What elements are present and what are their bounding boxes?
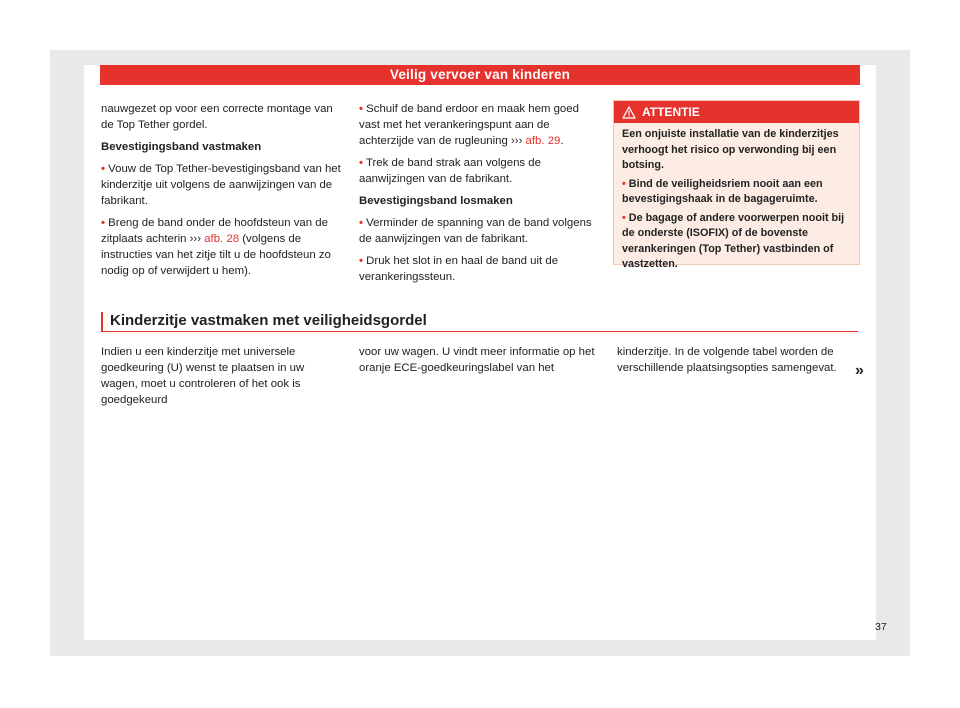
section-column-1 bbox=[101, 344, 341, 414]
list-item-text: Schuif de band erdoor en maak hem goed vast met het verankeringspunt aan de achterzijde van de rugleuning bbox=[359, 103, 579, 147]
column-1 bbox=[101, 101, 341, 285]
list-item bbox=[359, 215, 601, 247]
figure-link[interactable]: afb. 28 bbox=[204, 233, 240, 245]
list-item-text: Vouw de Top Tether-bevestigingsband van het kinderzitje uit volgens de aanwijzingen van de fabrikant. bbox=[101, 163, 341, 207]
bullet-icon: • bbox=[359, 255, 363, 267]
bullet-icon: • bbox=[359, 217, 363, 229]
column-2 bbox=[359, 101, 601, 291]
list-item-text: Trek de band strak aan volgens de aanwijzingen van de fabrikant. bbox=[359, 157, 541, 185]
chapter-header: Veilig vervoer van kinderen bbox=[100, 65, 860, 85]
bullet-icon: • bbox=[622, 211, 626, 224]
paragraph: kinderzitje. In de volgende tabel worden de verschillende plaatsingsopties samengevat. bbox=[617, 346, 837, 374]
warning-item-text: De bagage of andere voorwerpen nooit bij de onderste (ISOFIX) of de bovenste verankeringen (Top Tether) vastbinden of vastzetten. bbox=[622, 211, 845, 270]
page-number: 37 bbox=[875, 621, 887, 633]
warning-item-text: Bind de veiligheidsriem nooit aan een bevestigingshaak in de bagageruimte. bbox=[622, 177, 823, 205]
arrow-ref-icon: ››› bbox=[510, 135, 523, 147]
list-item-text: Druk het slot in en haal de band uit de verankeringssteun. bbox=[359, 255, 559, 283]
section-column-3 bbox=[617, 344, 859, 382]
subheading-release: Bevestigingsband losmaken bbox=[359, 195, 513, 207]
warning-title: ATTENTIE bbox=[642, 105, 700, 119]
list-item bbox=[101, 215, 341, 279]
warning-body bbox=[614, 123, 859, 273]
list-item bbox=[359, 253, 601, 285]
subheading-fasten: Bevestigingsband vastmaken bbox=[101, 141, 262, 153]
bullet-icon: • bbox=[359, 157, 363, 169]
paragraph: nauwgezet op voor een correcte montage van de Top Tether gordel. bbox=[101, 103, 333, 131]
section-title: Kinderzitje vastmaken met veiligheidsgordel bbox=[101, 312, 858, 332]
warning-triangle-icon bbox=[622, 106, 636, 119]
list-item-text: Verminder de spanning van de band volgens de aanwijzingen van de fabrikant. bbox=[359, 217, 592, 245]
bullet-icon: • bbox=[359, 103, 363, 115]
section-column-2 bbox=[359, 344, 601, 382]
list-item bbox=[101, 161, 341, 209]
paragraph: voor uw wagen. U vindt meer informatie op het oranje ECE-goedkeuringslabel van het bbox=[359, 346, 595, 374]
warning-header bbox=[614, 101, 859, 123]
bullet-icon: • bbox=[101, 217, 105, 229]
continue-icon: » bbox=[855, 362, 864, 379]
list-item bbox=[359, 155, 601, 187]
list-item-text: Breng de band onder de hoofdsteun van de zitplaats achterin bbox=[101, 217, 328, 245]
warning-text: Een onjuiste installatie van de kinderzitjes verhoogt het risico op verwonding bij een botsing. bbox=[622, 128, 839, 171]
list-item-text: . bbox=[560, 135, 564, 147]
warning-item bbox=[622, 177, 851, 208]
bullet-icon: • bbox=[101, 163, 105, 175]
arrow-ref-icon: ››› bbox=[189, 233, 202, 245]
paragraph: Indien u een kinderzitje met universele goedkeuring (U) wenst te plaatsen in uw wagen, moet u controleren of het ook is goedgekeurd bbox=[101, 346, 305, 406]
list-item bbox=[359, 101, 601, 149]
list-item-text: (volgens de instructies van het zitje tilt u de hoofdsteun zo nodig op of verwijdert u hem). bbox=[101, 233, 331, 277]
bullet-icon: • bbox=[622, 177, 626, 190]
warning-item bbox=[622, 211, 851, 273]
figure-link[interactable]: afb. 29 bbox=[525, 135, 561, 147]
warning-box bbox=[613, 100, 860, 270]
